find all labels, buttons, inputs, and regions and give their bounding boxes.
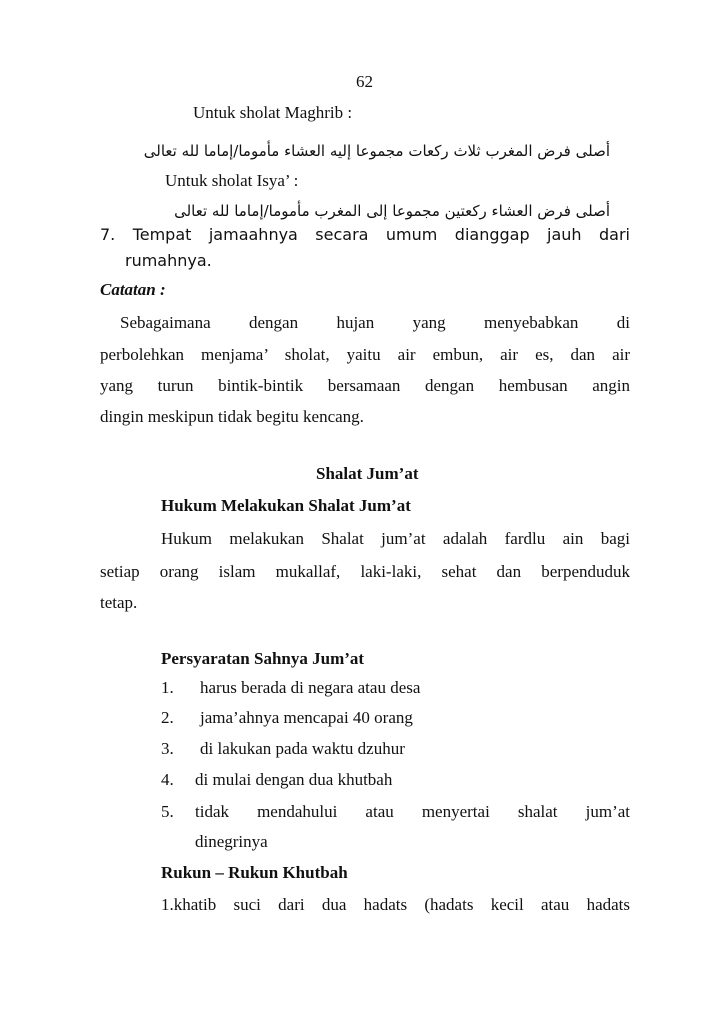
- section-title: Shalat Jum’at: [316, 464, 419, 483]
- syarat-item-2-number: 2.: [161, 708, 174, 727]
- syarat-item-4-text: di mulai dengan dua khutbah: [195, 770, 393, 789]
- syarat-item-3-number: 3.: [161, 739, 174, 758]
- list-item-7-line1: 7. Tempat jamaahnya secara umum dianggap jauh dari: [100, 225, 630, 244]
- catatan-line-4: dingin meskipun tidak begitu kencang.: [100, 407, 364, 426]
- syarat-heading: Persyaratan Sahnya Jum’at: [161, 649, 365, 668]
- catatan-label: Catatan :: [100, 280, 166, 299]
- syarat-item-1-number: 1.: [161, 678, 174, 697]
- syarat-item-4-number: 4.: [161, 770, 174, 789]
- syarat-item-1-text: harus berada di negara atau desa: [200, 678, 421, 697]
- maghrib-arabic-text: أصلى فرض المغرب ثلاث ركعات مجموعا إليه العشاء مأموما/إماما لله تعالى: [143, 142, 610, 160]
- isya-heading: Untuk sholat Isya’ :: [165, 171, 299, 190]
- syarat-item-3-text: di lakukan pada waktu dzuhur: [200, 739, 405, 758]
- hukum-heading: Hukum Melakukan Shalat Jum’at: [161, 496, 411, 515]
- rukun-line-1: 1.khatib suci dari dua hadats (hadats kecil atau hadats: [161, 895, 630, 914]
- syarat-item-5-number: 5.: [161, 802, 174, 821]
- catatan-line-1: Sebagaimana dengan hujan yang menyebabkan di: [120, 313, 630, 332]
- page-number: 62: [356, 72, 373, 91]
- catatan-line-2: perbolehkan menjama’ sholat, yaitu air embun, air es, dan air: [100, 345, 630, 364]
- syarat-item-5-continuation: dinegrinya: [195, 832, 268, 851]
- catatan-line-3: yang turun bintik-bintik bersamaan dengan hembusan angin: [100, 376, 630, 395]
- rukun-heading: Rukun – Rukun Khutbah: [161, 863, 348, 882]
- maghrib-heading: Untuk sholat Maghrib :: [193, 103, 353, 122]
- isya-arabic-text: أصلى فرض العشاء ركعتين مجموعا إلى المغرب مأموما/إماما لله تعالى: [174, 202, 610, 220]
- hukum-line-2: setiap orang islam mukallaf, laki-laki, sehat dan berpenduduk: [100, 562, 630, 581]
- hukum-line-1: Hukum melakukan Shalat jum’at adalah fardlu ain bagi: [161, 529, 630, 548]
- syarat-item-2-text: jama’ahnya mencapai 40 orang: [200, 708, 413, 727]
- list-item-7-line2: rumahnya.: [125, 251, 212, 270]
- hukum-line-3: tetap.: [100, 593, 138, 612]
- syarat-item-5-text: tidak mendahului atau menyertai shalat jum’at: [195, 802, 630, 821]
